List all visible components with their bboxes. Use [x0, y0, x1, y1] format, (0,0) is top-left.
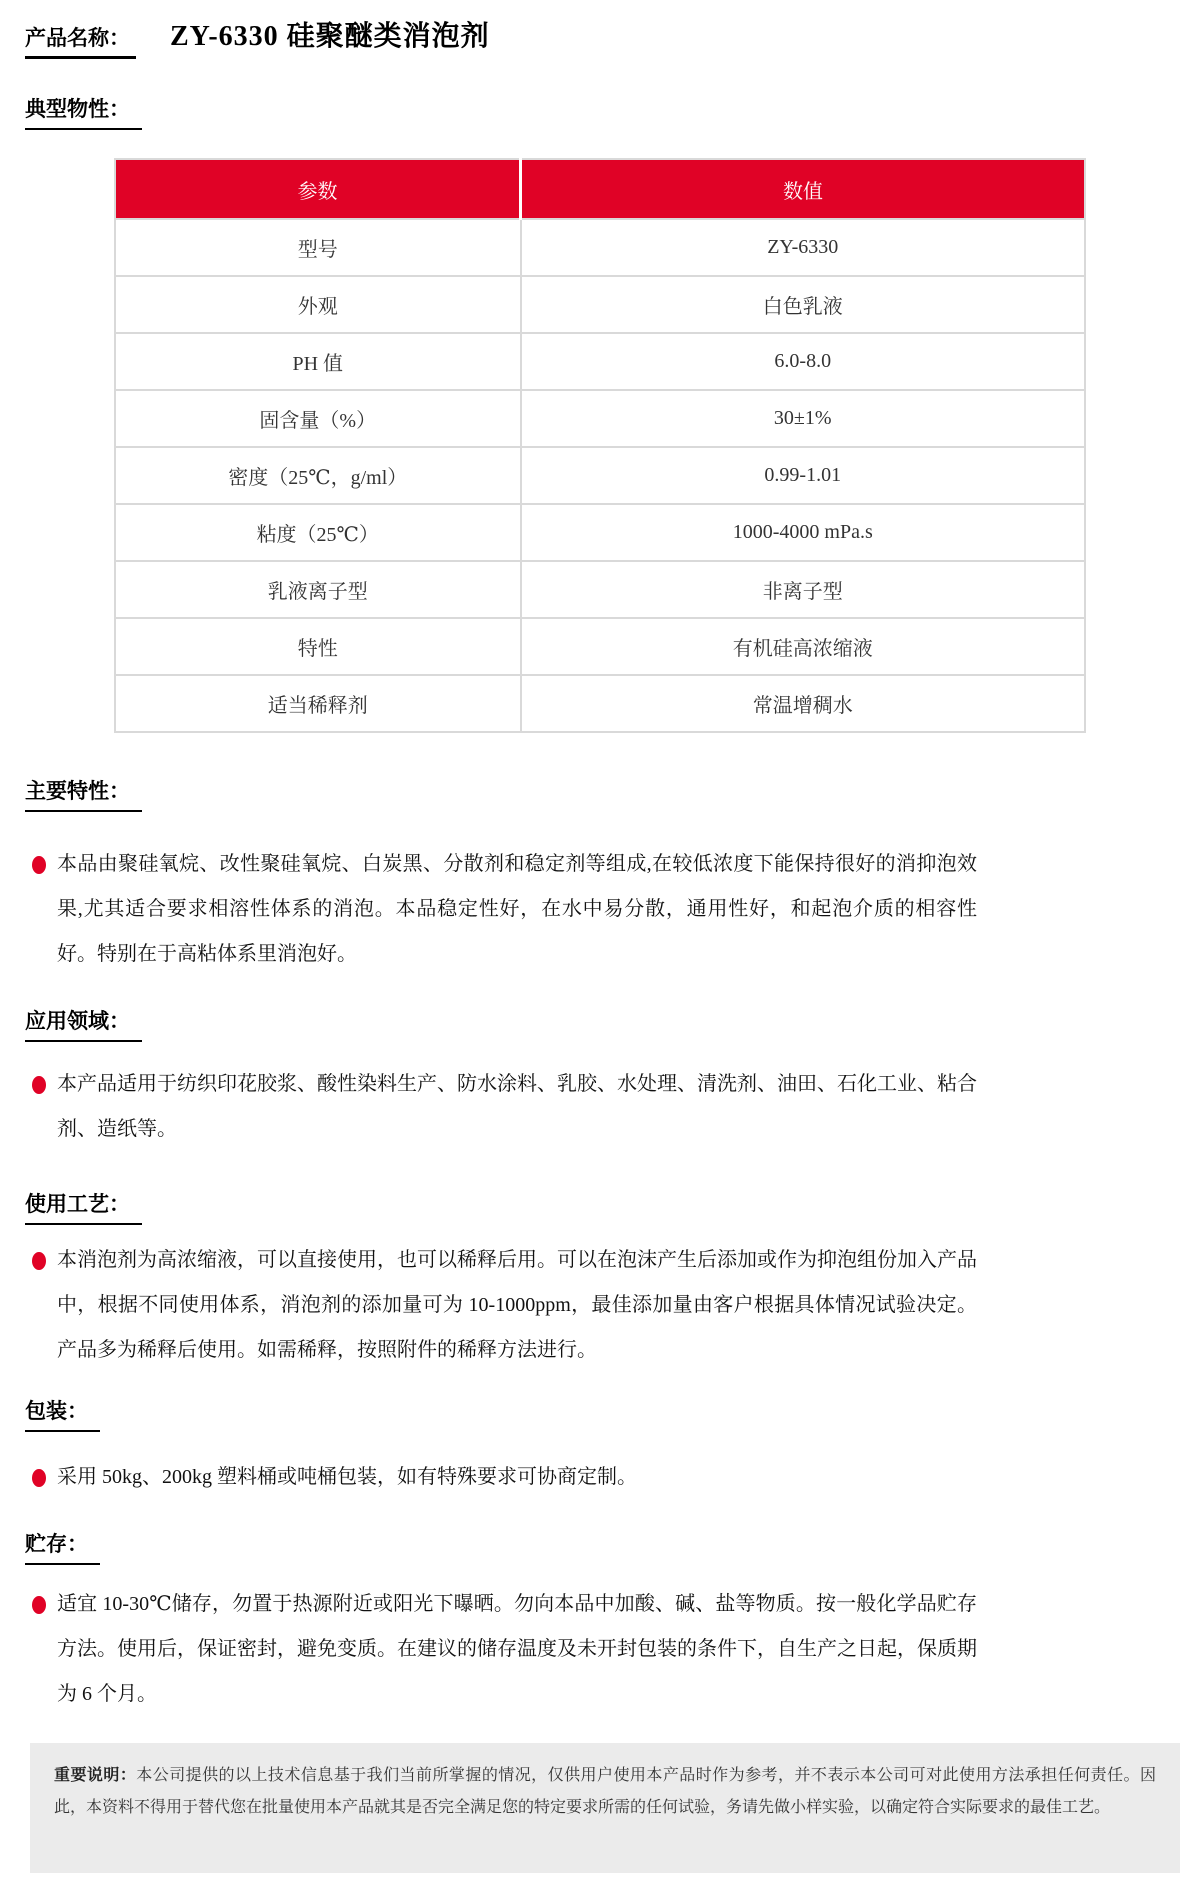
- section-heading-typical-properties: 典型物性：: [25, 93, 142, 130]
- param-name-cell: PH 值: [115, 333, 521, 390]
- bullet-dot-icon: [32, 1596, 46, 1614]
- important-notice-box: [30, 1743, 1180, 1873]
- section-heading-packaging: 包装：: [25, 1395, 100, 1432]
- bullet-dot-icon: [32, 856, 46, 874]
- table-header-row: [115, 159, 1085, 219]
- storage-bullet: [30, 1582, 977, 1717]
- table-row: [115, 675, 1085, 732]
- bullet-dot-icon: [32, 1076, 46, 1094]
- param-value-cell: 白色乳液: [521, 276, 1086, 333]
- column-header-value: 数值: [521, 159, 1086, 219]
- section-heading-usage-process: 使用工艺：: [25, 1188, 142, 1225]
- packaging-text: 采用 50kg、200kg 塑料桶或吨桶包装，如有特殊要求可协商定制。: [57, 1466, 637, 1488]
- param-name-cell: 外观: [115, 276, 521, 333]
- usage-process-bullet: [30, 1238, 977, 1373]
- param-name-cell: 型号: [115, 219, 521, 276]
- packaging-bullet: [30, 1455, 977, 1500]
- param-value-cell: 非离子型: [521, 561, 1086, 618]
- table-row: [115, 333, 1085, 390]
- product-name-label: 产品名称：: [25, 22, 136, 59]
- section-heading-main-features: 主要特性：: [25, 775, 142, 812]
- table-row: [115, 390, 1085, 447]
- param-value-cell: 30±1%: [521, 390, 1086, 447]
- application-fields-text: 本产品适用于纺织印花胶浆、酸性染料生产、防水涂料、乳胶、水处理、清洗剂、油田、石化工业、粘合剂、造纸等。: [57, 1073, 977, 1140]
- usage-process-text: 本消泡剂为高浓缩液，可以直接使用，也可以稀释后用。可以在泡沫产生后添加或作为抑泡组份加入产品中，根据不同使用体系，消泡剂的添加量可为 10-1000ppm，最佳添加量由客户根据具体情况试验决定。产品多为稀释后使用。如需稀释，按照附件的稀释方法进行。: [57, 1249, 977, 1361]
- important-notice-body: 本公司提供的以上技术信息基于我们当前所掌握的情况，仅供用户使用本产品时作为参考，并不表示本公司可对此使用方法承担任何责任。因此，本资料不得用于替代您在批量使用本产品就其是否完全满足您的特定要求所需的任何试验，务请先做小样实验，以确定符合实际要求的最佳工艺。: [54, 1767, 1156, 1816]
- param-name-cell: 适当稀释剂: [115, 675, 521, 732]
- bullet-dot-icon: [32, 1252, 46, 1270]
- table-row: [115, 219, 1085, 276]
- section-heading-storage: 贮存：: [25, 1528, 100, 1565]
- main-features-text: 本品由聚硅氧烷、改性聚硅氧烷、白炭黑、分散剂和稳定剂等组成,在较低浓度下能保持很好的消抑泡效果,尤其适合要求相溶性体系的消泡。本品稳定性好，在水中易分散，通用性好，和起泡介质的相容性好。特别在于高粘体系里消泡好。: [57, 853, 977, 965]
- important-notice-text: [54, 1760, 1156, 1824]
- storage-text: 适宜 10-30℃储存，勿置于热源附近或阳光下曝晒。勿向本品中加酸、碱、盐等物质。按一般化学品贮存方法。使用后，保证密封，避免变质。在建议的储存温度及未开封包装的条件下，自生产之日起，保质期为 6 个月。: [57, 1593, 977, 1705]
- table-row: [115, 504, 1085, 561]
- param-name-cell: 特性: [115, 618, 521, 675]
- param-value-cell: 常温增稠水: [521, 675, 1086, 732]
- param-name-cell: 固含量（%）: [115, 390, 521, 447]
- param-value-cell: ZY-6330: [521, 219, 1086, 276]
- table-row: [115, 276, 1085, 333]
- column-header-parameter: 参数: [115, 159, 521, 219]
- table-row: [115, 447, 1085, 504]
- properties-table: [114, 158, 1086, 733]
- table-row: [115, 618, 1085, 675]
- param-name-cell: 乳液离子型: [115, 561, 521, 618]
- param-name-cell: 粘度（25℃）: [115, 504, 521, 561]
- param-value-cell: 1000-4000 mPa.s: [521, 504, 1086, 561]
- important-notice-label: 重要说明：: [54, 1767, 137, 1784]
- application-fields-bullet: [30, 1062, 977, 1152]
- table-row: [115, 561, 1085, 618]
- product-title: ZY-6330 硅聚醚类消泡剂: [170, 21, 490, 52]
- doc-header: [25, 14, 490, 59]
- param-value-cell: 0.99-1.01: [521, 447, 1086, 504]
- section-heading-application-fields: 应用领域：: [25, 1005, 142, 1042]
- bullet-dot-icon: [32, 1469, 46, 1487]
- param-value-cell: 6.0-8.0: [521, 333, 1086, 390]
- param-value-cell: 有机硅高浓缩液: [521, 618, 1086, 675]
- param-name-cell: 密度（25℃，g/ml）: [115, 447, 521, 504]
- main-features-bullet: [30, 842, 977, 977]
